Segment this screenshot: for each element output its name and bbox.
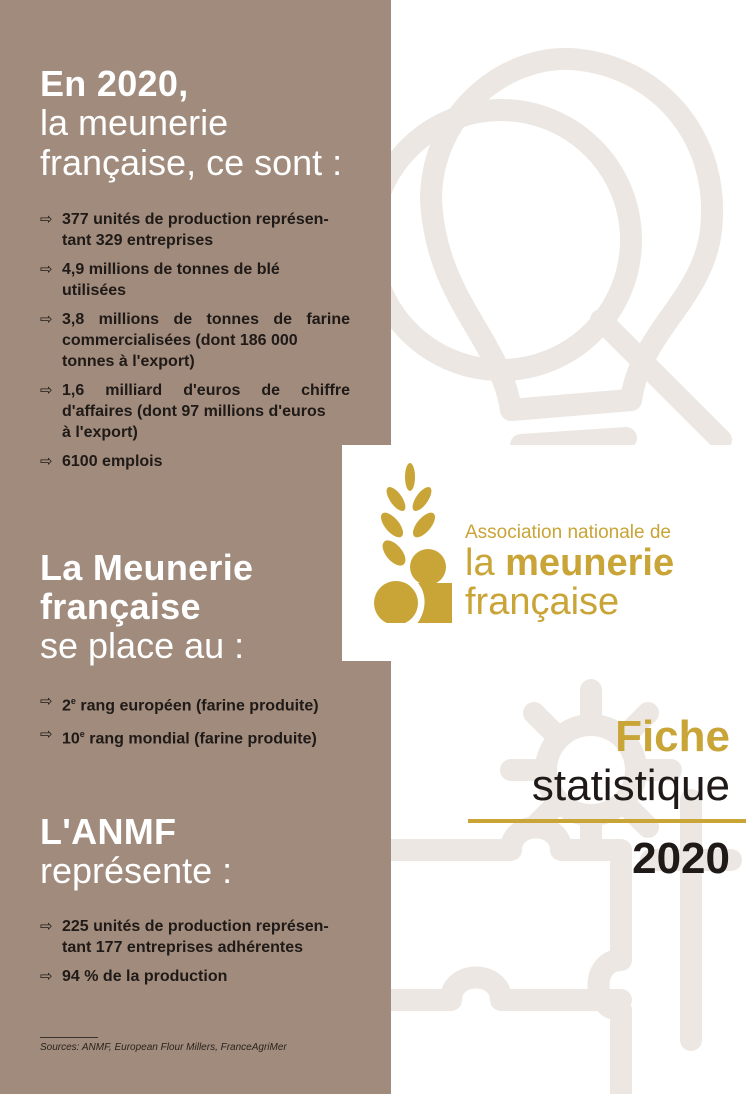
section-rank-heading <box>40 548 253 666</box>
logo-la: la <box>465 542 506 584</box>
item-text: rang mondial (farine produite) <box>84 730 317 748</box>
list-item <box>40 724 350 749</box>
rank-suffix: e <box>79 729 85 740</box>
item-text: 377 unités de production représen- <box>62 211 329 228</box>
item-text: tonnes à l'export) <box>62 353 195 370</box>
item-text: 1,6 milliard d'euros de chiffre d'affaires (dont 97 millions d'euros <box>62 382 350 420</box>
title-divider <box>468 819 746 823</box>
list-item <box>40 309 350 372</box>
list-item <box>40 380 350 443</box>
fiche-bold: Fiche <box>615 712 730 761</box>
heading-light-2: française, ce sont : <box>40 142 343 183</box>
arrow-right-outline-icon: ⇨ <box>40 210 53 228</box>
list-item <box>40 209 350 251</box>
rank-suffix: e <box>70 696 76 706</box>
arrow-right-outline-icon: ⇨ <box>40 452 53 470</box>
section-anmf-heading <box>40 812 232 891</box>
item-text: tant 177 entreprises adhérentes <box>62 939 303 956</box>
section-2020-list <box>40 209 350 480</box>
item-text: à l'export) <box>62 424 138 441</box>
logo-wordmark <box>465 522 674 622</box>
heading-bold-2: française <box>40 586 201 627</box>
item-text: rang européen (farine produite) <box>75 697 319 715</box>
rank-number: 10 <box>62 730 80 748</box>
heading-bold-1: La Meunerie <box>40 547 254 588</box>
year-label: 2020 <box>632 834 730 883</box>
item-text: 94 % de la production <box>62 968 228 985</box>
puzzle-icon <box>391 828 621 1094</box>
wheat-ear-icon <box>370 463 462 623</box>
section-anmf-list <box>40 916 350 995</box>
heading-light: se place au : <box>40 625 245 666</box>
section-rank-list <box>40 691 350 758</box>
arrow-right-outline-icon: ⇨ <box>40 967 53 985</box>
arrow-right-outline-icon: ⇨ <box>40 260 53 278</box>
item-text: tant 329 entreprises <box>62 232 214 249</box>
fiche-title <box>532 713 730 811</box>
logo-meunerie-bold: meunerie <box>505 542 675 584</box>
logo-line-association: Association nationale de <box>465 522 671 543</box>
heading-light: représente : <box>40 850 233 891</box>
arrow-right-outline-icon: ⇨ <box>40 310 53 328</box>
list-item <box>40 966 350 987</box>
fiche-light: statistique <box>531 761 730 810</box>
item-text: utilisées <box>62 282 127 299</box>
section-2020-heading <box>40 64 342 183</box>
logo-box <box>342 445 746 661</box>
logo-line-francaise: française <box>465 581 620 623</box>
sources-divider <box>40 1037 98 1038</box>
item-text: 4,9 millions de tonnes de blé <box>62 261 280 278</box>
arrow-right-outline-icon: ⇨ <box>40 692 53 710</box>
heading-light-1: la meunerie <box>40 102 229 143</box>
list-item <box>40 451 350 472</box>
arrow-right-outline-icon: ⇨ <box>40 917 53 935</box>
item-text: 6100 emplois <box>62 453 163 470</box>
sources-note: Sources: ANMF, European Flour Millers, FranceAgriMer <box>40 1042 287 1053</box>
item-text: 225 unités de production représen- <box>62 918 329 935</box>
list-item <box>40 259 350 301</box>
list-item <box>40 691 350 716</box>
item-text: 3,8 millions de tonnes de farine commercialisées (dont 186 000 <box>62 311 350 349</box>
rank-number: 2 <box>62 697 71 715</box>
heading-bold: En 2020, <box>40 63 189 104</box>
list-item <box>40 916 350 958</box>
arrow-right-outline-icon: ⇨ <box>40 381 53 399</box>
heading-bold: L'ANMF <box>40 811 177 852</box>
logo-line-meunerie <box>465 544 674 582</box>
arrow-right-outline-icon: ⇨ <box>40 725 53 744</box>
